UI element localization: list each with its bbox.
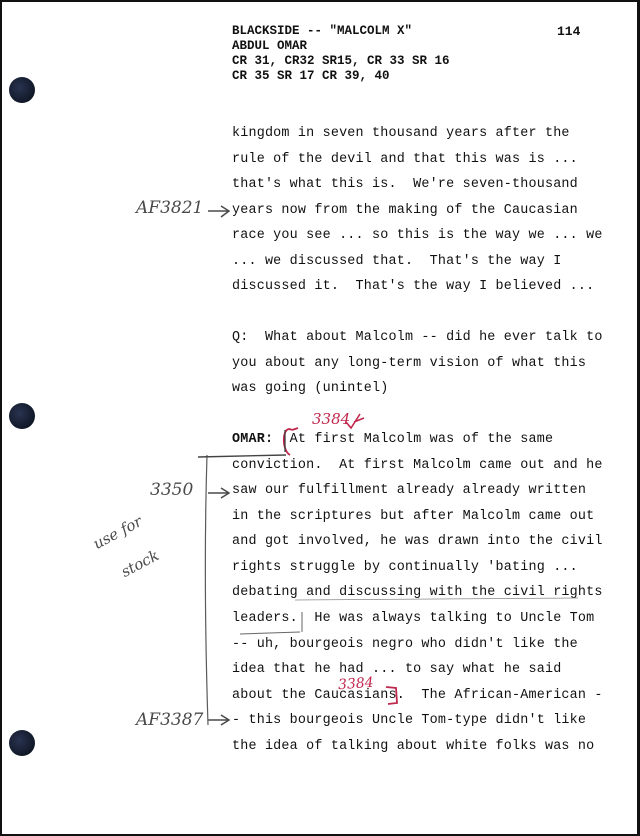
red-bracket-start [284,428,298,455]
transcript-line: leaders. He was always talking to Uncle Tom [232,611,595,626]
pencil-margin-line [295,598,578,600]
red-check-mark [346,414,364,428]
transcript-line: kingdom in seven thousand years after the [232,126,570,141]
transcript-line: you about any long-term vision of what this [232,356,587,371]
transcript-line: -- uh, bourgeois negro who didn't like the [232,637,578,652]
arrow-af3387 [208,715,229,725]
annotation-red-3384: 3384 [312,410,351,428]
annotation-use-for-stock-1: use for [90,512,146,553]
transcript-line: was going (unintel) [232,381,389,396]
header-roll-numbers-2: CR 35 SR 17 CR 39, 40 [232,69,390,83]
transcript-line: about the Caucasians. The African-American - [232,688,603,703]
transcript-line: idea that he had ... to say what he said [232,662,562,677]
red-bracket-end [386,687,397,704]
answer-line: OMAR: At first Malcolm was of the same [232,432,554,447]
transcript-line: years now from the making of the Caucasian [232,203,578,218]
transcript-line: - this bourgeois Uncle Tom-type didn't like [232,713,587,728]
speaker-label: OMAR: [232,432,274,447]
annotation-af3387: AF3387 [136,710,204,730]
transcript-line: conviction. At first Malcolm came out and he [232,458,603,473]
annotation-red-3384-second: 3384 [337,674,375,694]
transcript-line: rights struggle by continually 'bating ... [232,560,578,575]
header-interviewee: ABDUL OMAR [232,39,308,53]
page-number: 114 [557,24,581,39]
transcript-line: and got involved, he was drawn into the civil [232,534,603,549]
pencil-underline-omar [198,455,286,457]
transcript-line: that's what this is. We're seven-thousand [232,177,578,192]
annotation-use-for-stock-2: stock [118,546,162,581]
annotation-af3821: AF3821 [136,198,204,218]
transcript-line: discussed it. That's the way I believed ... [232,279,595,294]
transcript-line: saw our fulfillment already already written [232,483,587,498]
header-roll-numbers-1: CR 31, CR32 SR15, CR 33 SR 16 [232,54,450,68]
question-line: Q: What about Malcolm -- did he ever talk to [232,330,603,345]
transcript-line: the idea of talking about white folks was no [232,739,595,754]
annotation-3350: 3350 [150,480,194,500]
header-production-title: BLACKSIDE -- "MALCOLM X" [232,24,413,38]
transcript-line: rule of the devil and that this was is ... [232,152,578,167]
transcript-line: race you see ... so this is the way we ... we [232,228,603,243]
pencil-vertical-bracket [205,455,208,725]
transcript-line: in the scriptures but after Malcolm came out [232,509,595,524]
transcript-line: debating and discussing with the civil rights [232,585,603,600]
arrow-af3821 [208,206,229,217]
pencil-underline-leaders [240,632,300,634]
transcript-line: ... we discussed that. That's the way I [232,254,562,269]
arrow-3350 [208,488,229,498]
